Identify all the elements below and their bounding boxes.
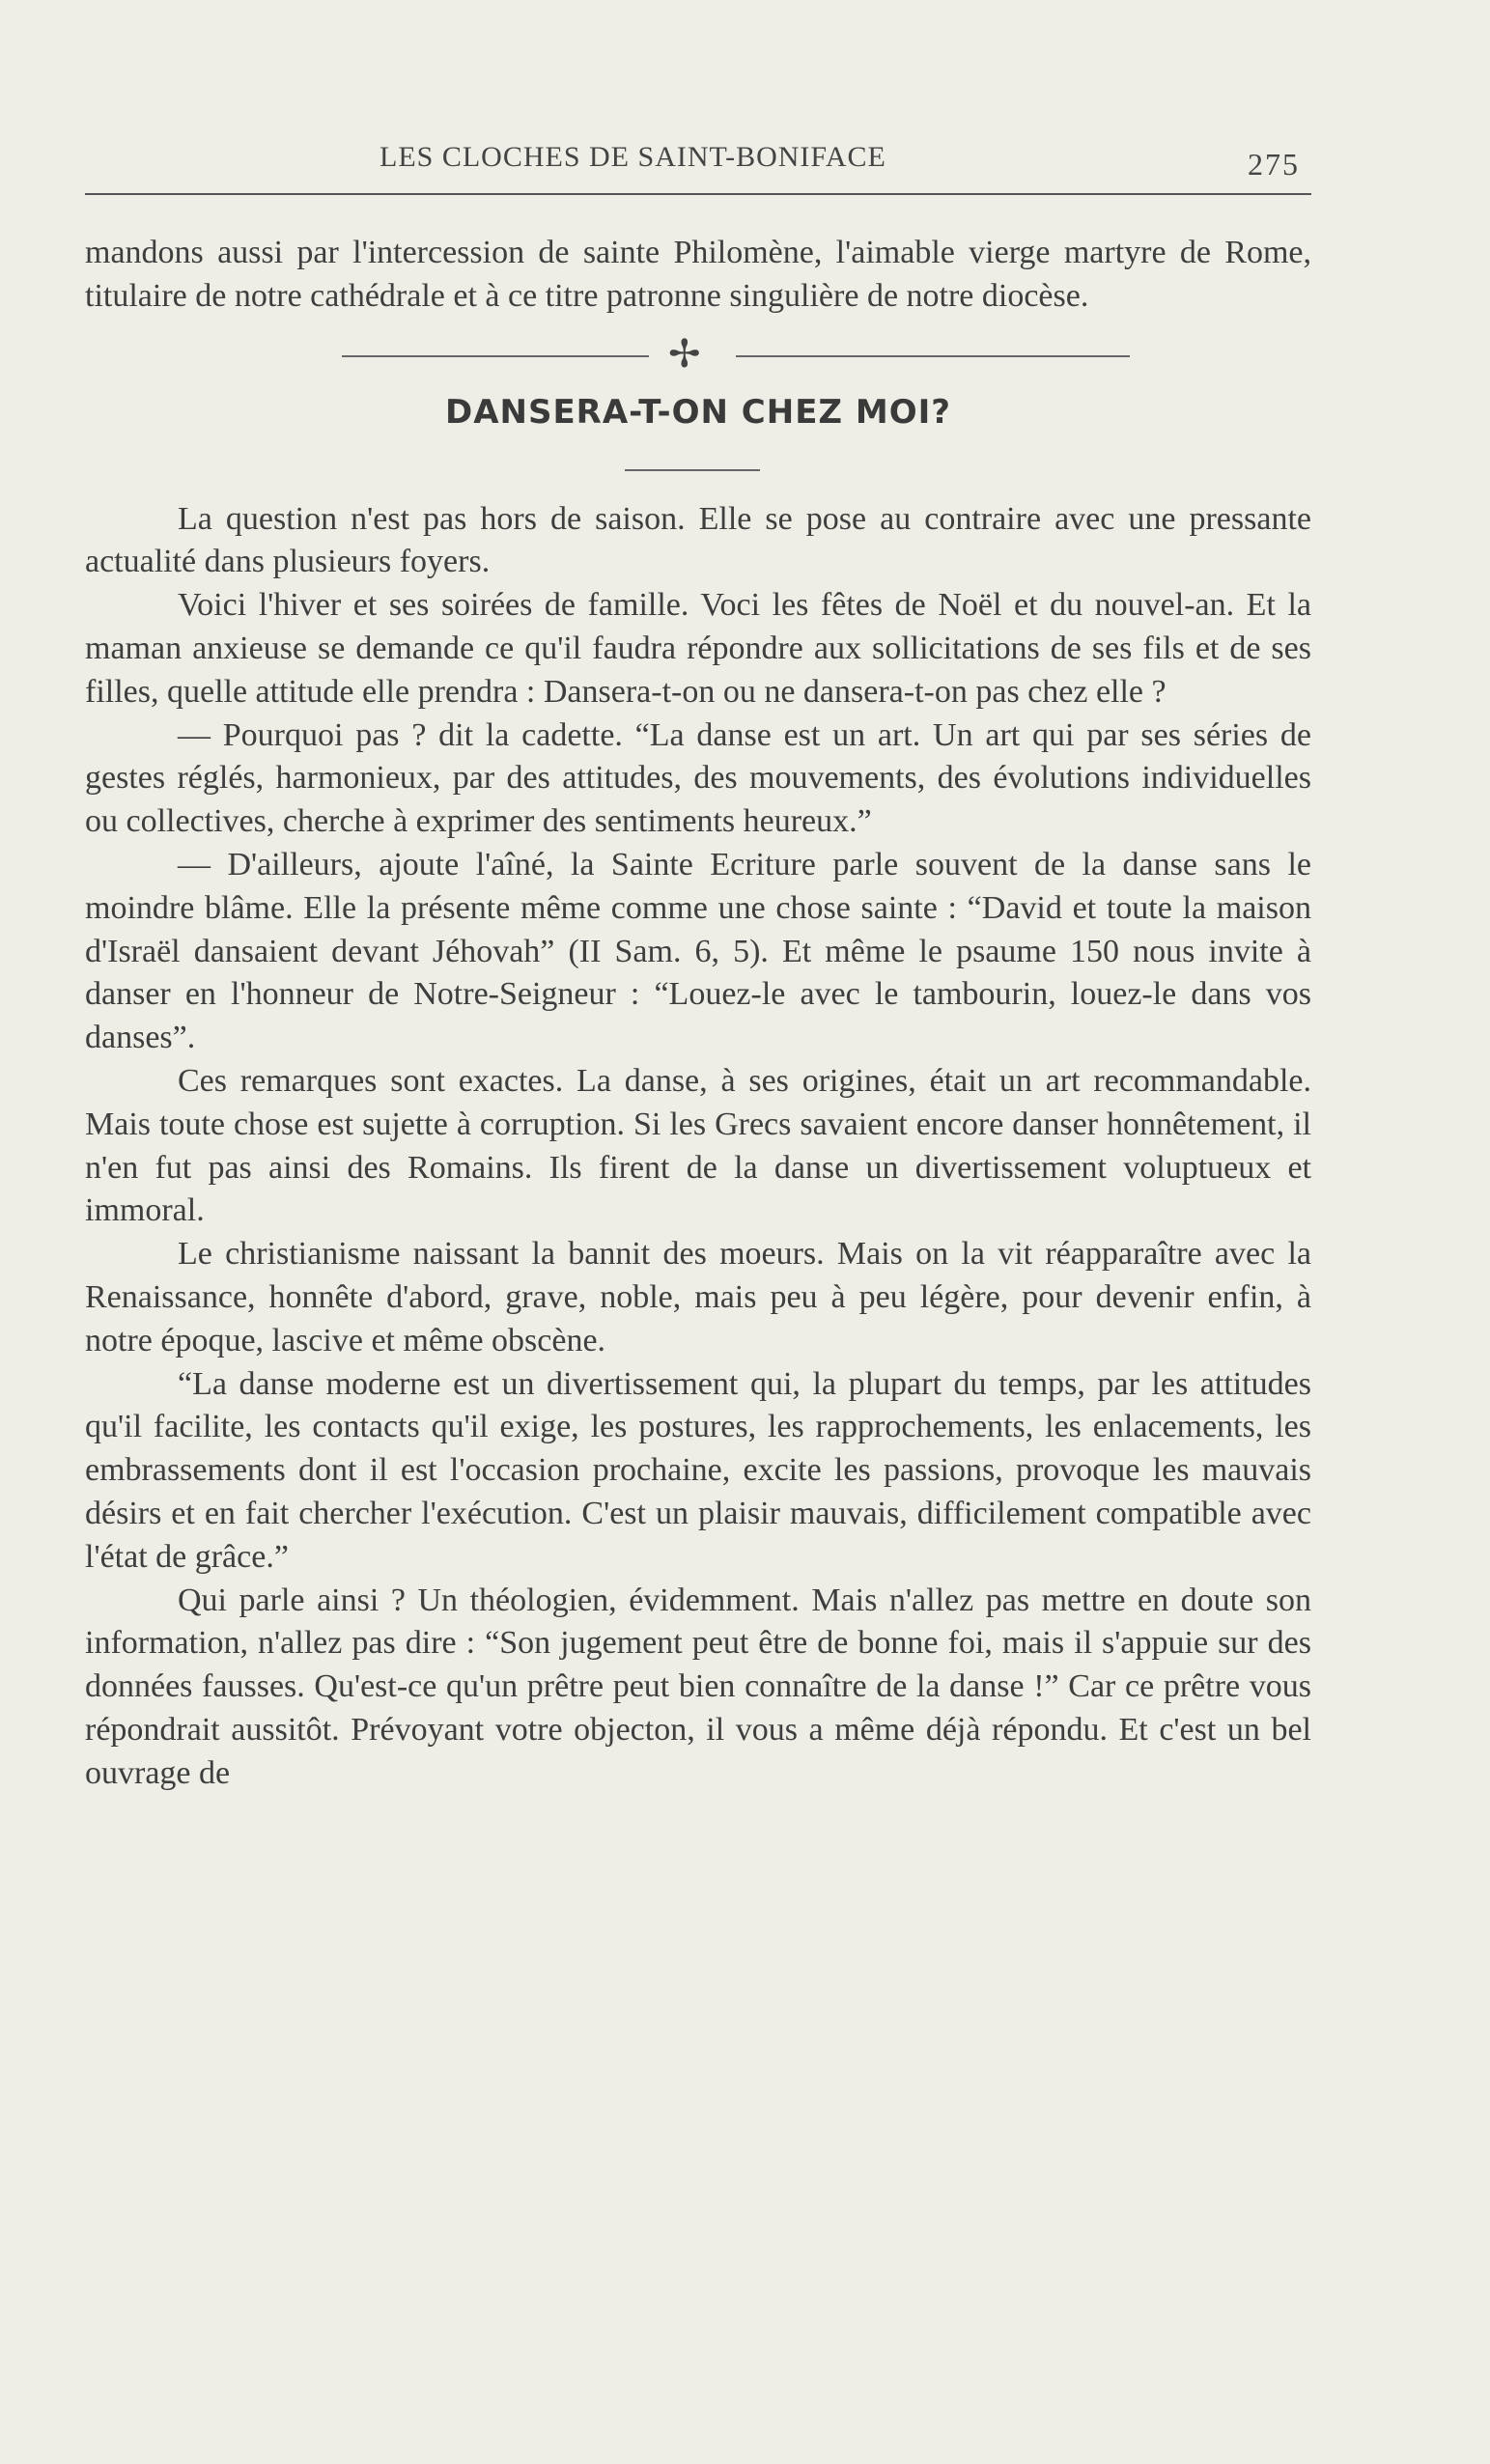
paragraph: Voici l'hiver et ses soirées de famille. Voci les fêtes de Noël et du nouvel-an. Et la maman anxieuse se demande ce qu'il faudra répondre aux sollicitations de ses fils et de ses filles, quelle attitude elle prendra : Dansera-t-on ou ne dansera-t-on pas chez elle ?: [85, 587, 1311, 710]
book-page: [85, 135, 1311, 1796]
paragraph: Le christianisme naissant la bannit des moeurs. Mais on la vit réapparaître avec la Renaissance, honnête d'abord, grave, noble, mais peu à peu légère, pour devenir enfin, à notre époque, lascive et même obscène.: [85, 1236, 1311, 1358]
article-body: [85, 498, 1311, 1796]
title-underline: [625, 469, 760, 471]
paragraph: Qui parle ainsi ? Un théologien, évidemment. Mais n'allez pas mettre en doute son information, n'allez pas dire : “Son jugement peut être de bonne foi, mais il s'appuie sur des données fausses. Qu'est-ce qu'un prêtre peut bien connaître de la danse !” Car ce prêtre vous répondrait aussitôt. Prévoyant votre objecton, il vous a même déjà répondu. Et c'est un bel ouvrage de: [85, 1582, 1311, 1791]
section-divider: [85, 330, 1311, 378]
paragraph: La question n'est pas hors de saison. Elle se pose au contraire avec une pressante actualité dans plusieurs foyers.: [85, 500, 1311, 580]
paragraph: — D'ailleurs, ajoute l'aîné, la Sainte Ecriture parle souvent de la danse sans le moindre blâme. Elle la présente même comme une chose sainte : “David et toute la maison d'Israël dansaient devant Jéhovah” (II Sam. 6, 5). Et même le psaume 150 nous invite à danser en l'honneur de Notre-Seigneur : “Louez-le avec le tambourin, louez-le dans vos danses”.: [85, 846, 1311, 1056]
paragraph: Ces remarques sont exactes. La danse, à ses origines, était un art recommandable. Mais toute chose est sujette à corruption. Si les Grecs savaient encore danser honnêtement, il n'en fut pas ainsi des Romains. Ils firent de la danse un divertissement voluptueux et immoral.: [85, 1062, 1311, 1229]
intro-paragraph: mandons aussi par l'intercession de sainte Philomène, l'aimable vierge martyre de Rome, titulaire de notre cathédrale et à ce titre patronne singulière de notre diocèse.: [85, 235, 1311, 314]
intro-text: [85, 232, 1311, 319]
paragraph: — Pourquoi pas ? dit la cadette. “La danse est un art. Un art qui par ses séries de gestes réglés, harmonieux, par des attitudes, des mouvements, des évolutions individuelles ou collectives, cherche à exprimer des sentiments heureux.”: [85, 716, 1311, 840]
running-header: [85, 135, 1311, 195]
divider-rule-right: [736, 355, 1130, 357]
cross-ornament-icon: ✢: [668, 331, 701, 377]
paragraph: “La danse moderne est un divertissement qui, la plupart du temps, par les attitudes qu'il facilite, les contacts qu'il exige, les postures, les rapprochements, les enlacements, les embrassements dont il est l'occasion prochaine, excite les passions, provoque les mauvais désirs et en fait chercher l'exécution. C'est un plaisir mauvais, difficilement compatible avec l'état de grâce.”: [85, 1365, 1311, 1575]
page-number: 275: [1248, 147, 1300, 182]
running-title: LES CLOCHES DE SAINT-BONIFACE: [380, 141, 886, 173]
article-title: DANSERA-T-ON CHEZ MOI?: [444, 392, 952, 432]
divider-rule-left: [342, 355, 649, 357]
